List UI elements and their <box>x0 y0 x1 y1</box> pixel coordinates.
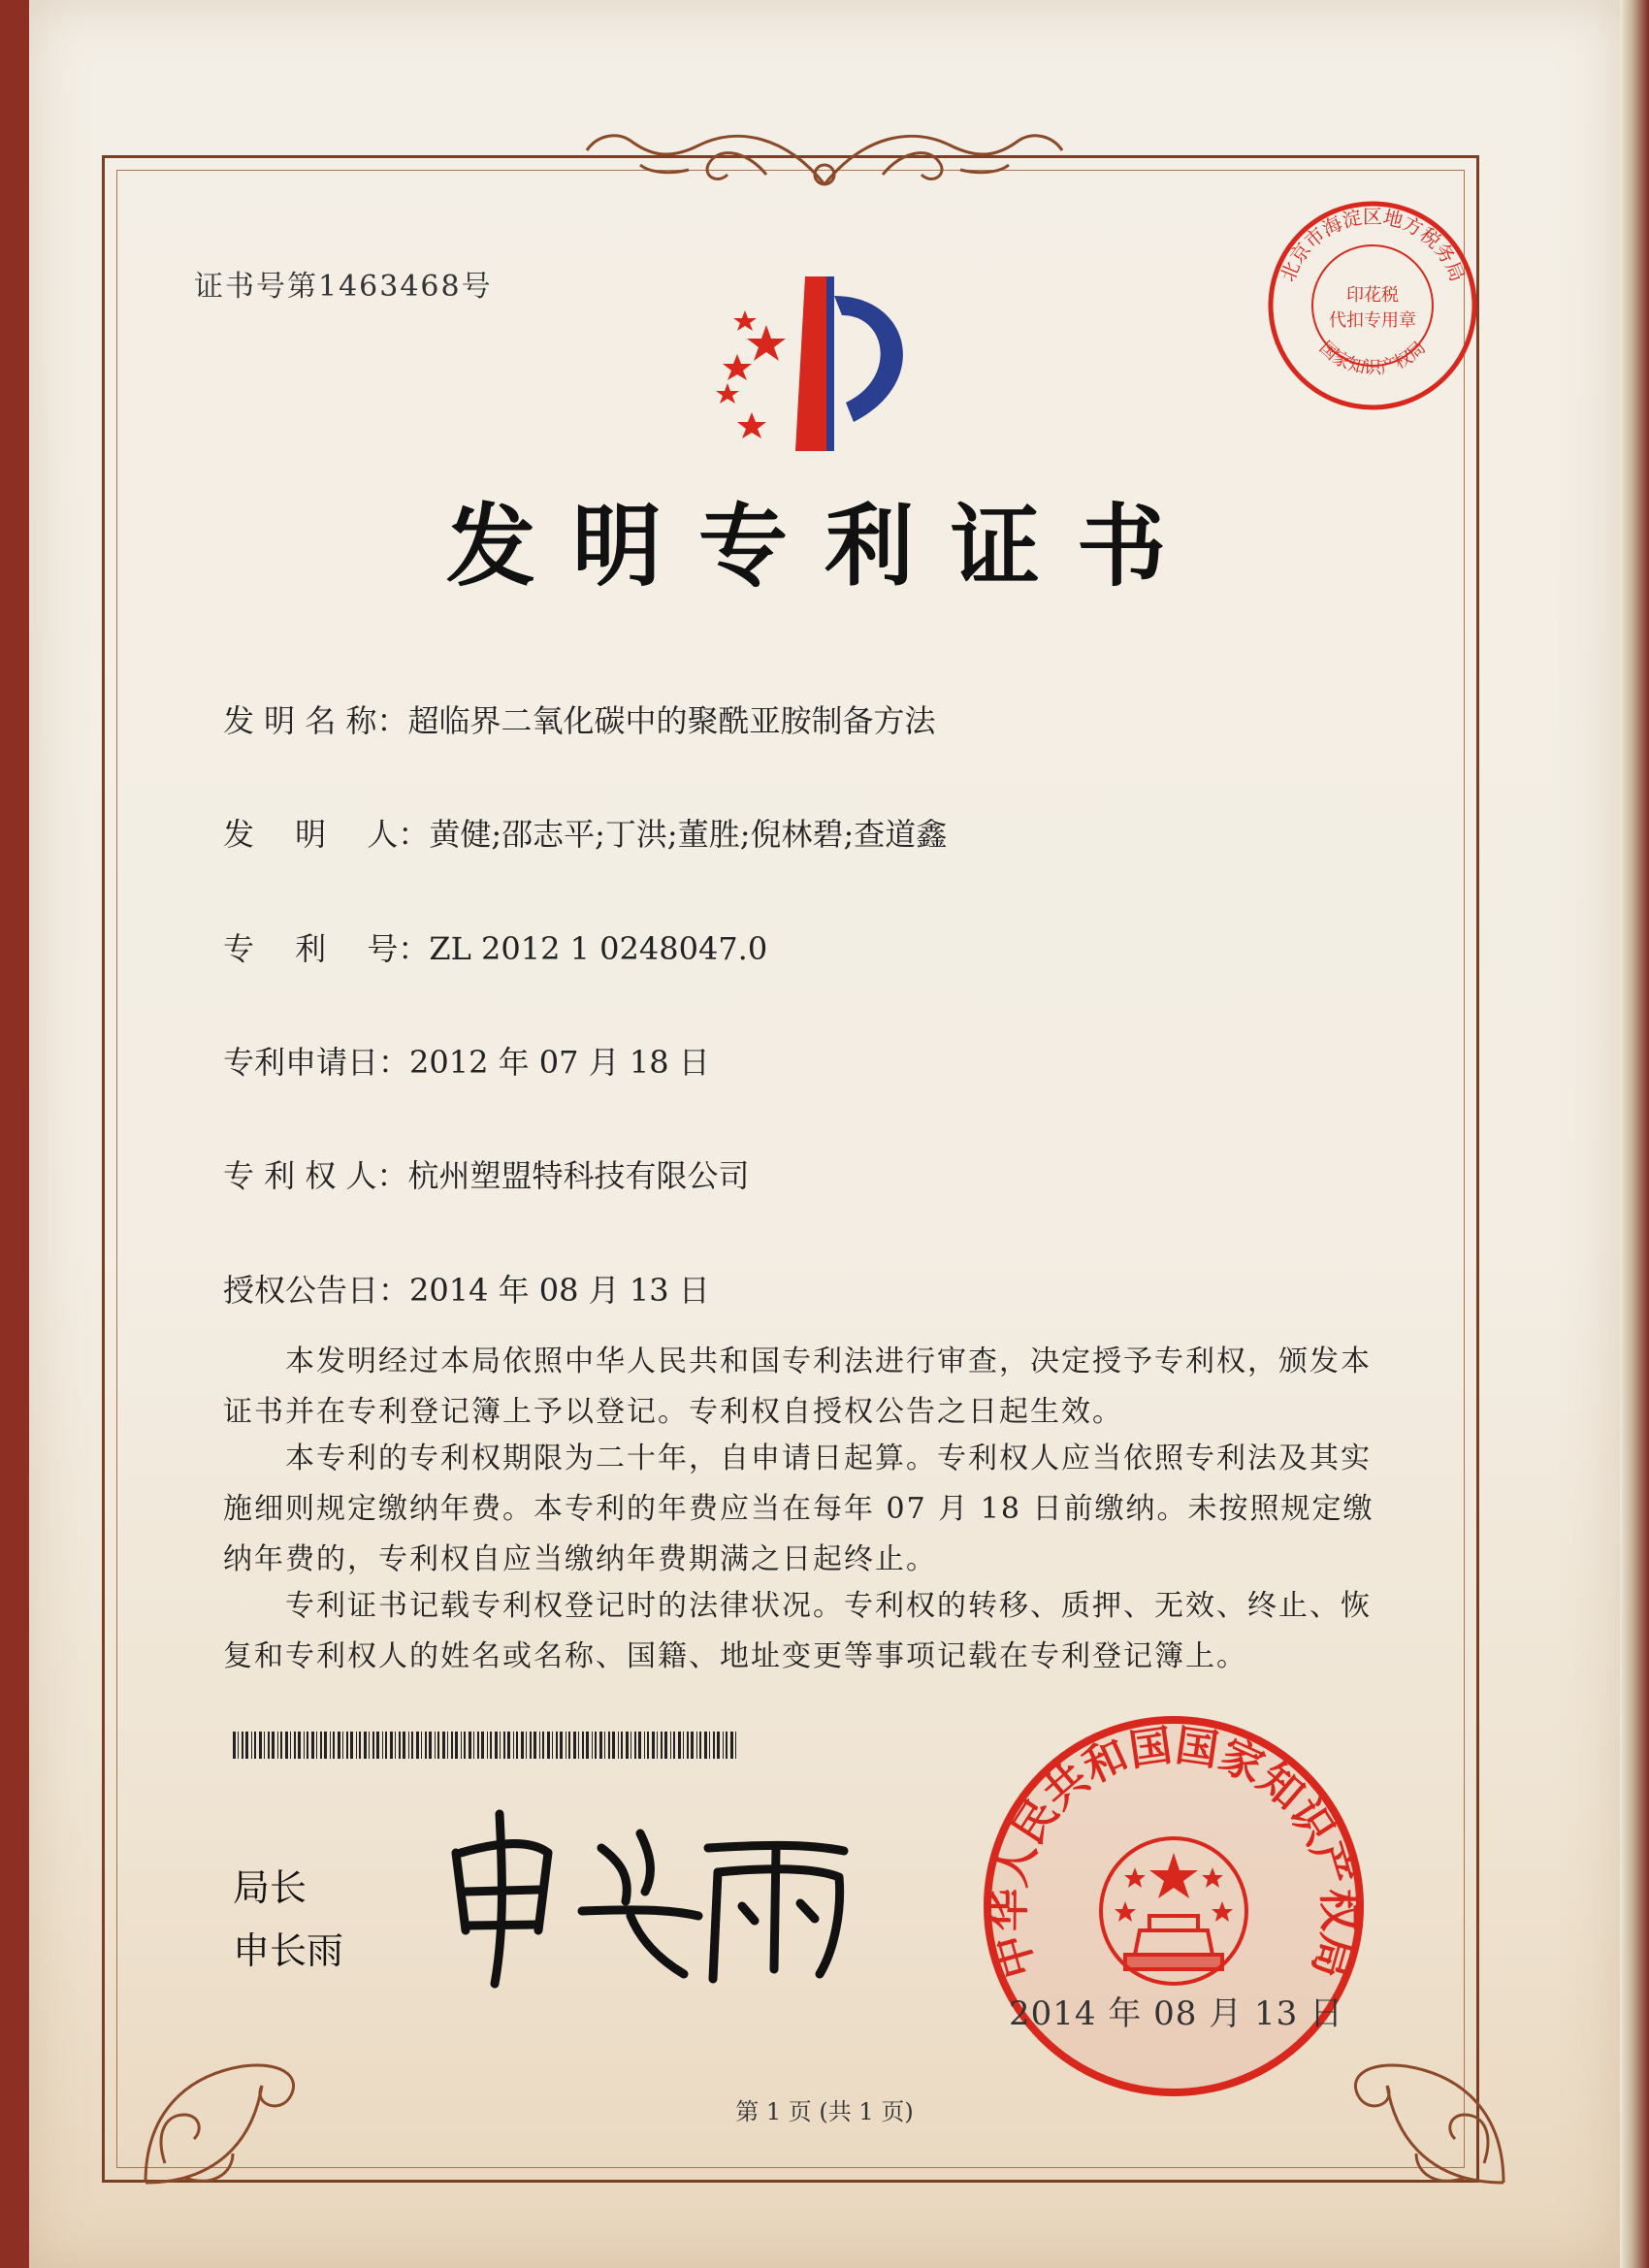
top-ornament <box>572 116 1077 204</box>
field-inventors <box>223 810 947 855</box>
field-invention-name <box>223 697 936 741</box>
tax-stamp-seal <box>1261 194 1484 417</box>
field-application-date <box>223 1038 710 1083</box>
barcode <box>233 1732 737 1759</box>
field-value: 杭州塑盟特科技有限公司 <box>407 1157 750 1194</box>
field-label: 专利申请日： <box>223 1044 410 1081</box>
field-label: 发 明 名 称： <box>223 702 408 739</box>
bottom-left-ornament <box>126 1969 359 2202</box>
field-label: 授权公告日： <box>223 1272 410 1309</box>
tax-seal-line-2: 代扣专用章 <box>1329 310 1416 331</box>
page-number: 第 1 页 (共 1 页) <box>735 2098 914 2125</box>
field-label: 专 利 权 人： <box>223 1157 408 1194</box>
field-label: 专 利 号： <box>223 930 430 967</box>
certificate-title: 发明专利证书 <box>445 495 1203 599</box>
binding-edge <box>1620 0 1649 2268</box>
director-name: 申长雨 <box>233 1929 344 1972</box>
seal-arc-text: 中华人民共和国国家知识产权局 <box>984 1721 1364 1984</box>
field-value: 黄健;邵志平;丁洪;董胜;倪林碧;查道鑫 <box>429 816 948 853</box>
body-paragraph-3: 专利证书记载专利权登记时的法律状况。专利权的转移、质押、无效、终止、恢复和专利权人的姓名或名称、国籍、地址变更等事项记载在专利登记簿上。 <box>223 1589 1372 1673</box>
certificate-number: 证书号第1463468号 <box>194 270 493 304</box>
official-seal <box>980 1712 1368 2100</box>
body-paragraph-1: 本发明经过本局依照中华人民共和国专利法进行审查，决定授予专利权，颁发本证书并在专利登记簿上予以登记。专利权自授权公告之日起生效。 <box>223 1345 1372 1429</box>
field-patent-number <box>223 924 767 969</box>
patent-office-logo <box>698 257 951 470</box>
field-patentee <box>223 1151 750 1196</box>
director-title: 局长 <box>233 1866 307 1909</box>
star-icons <box>716 310 786 438</box>
tax-seal-arc-text: 北京市海淀区地方税务局 <box>1276 205 1470 285</box>
svg-text:国家知识产权局 <box>1315 338 1430 378</box>
field-value: 2012 年 07 月 18 日 <box>409 1044 710 1081</box>
tax-seal-bottom-text: 国家知识产权局 <box>1314 337 1431 379</box>
field-grant-date <box>223 1266 710 1311</box>
field-value: ZL 2012 1 0248047.0 <box>429 930 768 967</box>
field-value: 2014 年 08 月 13 日 <box>409 1272 710 1309</box>
field-value: 超临界二氧化碳中的聚酰亚胺制备方法 <box>407 702 936 739</box>
director-signature <box>436 1795 854 1989</box>
tax-seal-line-1: 印花税 <box>1346 285 1399 306</box>
seal-date: 2014 年 08 月 13 日 <box>1009 1994 1344 2033</box>
body-paragraph-2: 本专利的专利权期限为二十年，自申请日起算。专利权人应当依照专利法及其实施细则规定缴纳年费。本专利的年费应当在每年 07 月 18 日前缴纳。未按照规定缴纳年费的，专利权自应当缴纳年费期满之日起终止。 <box>223 1442 1374 1576</box>
field-label: 发 明 人： <box>223 816 430 853</box>
